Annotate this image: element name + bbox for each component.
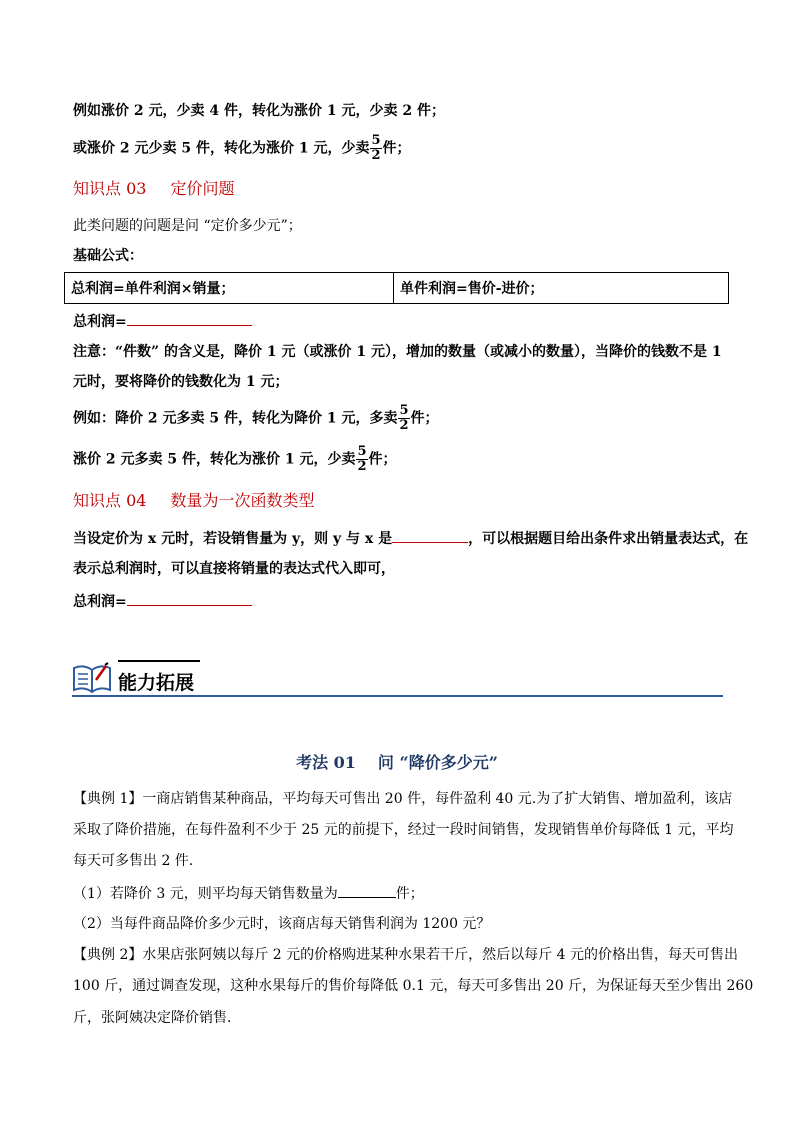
heading-number: 知识点 03 xyxy=(73,179,147,198)
fraction xyxy=(356,445,367,474)
section-title: 能力拓展 xyxy=(118,672,195,694)
fraction-numerator: 5 xyxy=(399,403,409,418)
example-1-line-2: 采取了降价措施，在每件盈利不少于 25 元的前提下，经过一段时间销售，发现销售单价每降低 1 元，平均 xyxy=(73,822,734,838)
example-2-line-2: 100 斤，通过调查发现，这种水果每斤的售价每降低 0.1 元，每天可多售出 20 斤，为保证每天至少售出 260 xyxy=(73,978,754,994)
method-name: 问 “降价多少元” xyxy=(377,753,498,772)
fill-in-blank xyxy=(392,528,468,543)
note-line-1: 注意：“件数” 的含义是，降价 1 元（或涨价 1 元），增加的数量（或减小的数量），当降价的钱数不是 1 xyxy=(73,344,722,360)
example-1-question-2: （2）当每件商品降价多少元时，该商店每天销售利润为 1200 元？ xyxy=(73,916,491,932)
example-1-line-3: 每天可多售出 2 件. xyxy=(73,853,194,869)
formula-table xyxy=(64,272,729,304)
example-2-line-3: 斤，张阿姨决定降价销售. xyxy=(73,1010,232,1026)
example-line-3 xyxy=(73,404,439,433)
example-1-line-1: 【典例 1】一商店销售某种商品，平均每天可售出 20 件，每件盈利 40 元.为了扩大销售、增加盈利，该店 xyxy=(73,791,733,807)
method-title xyxy=(0,750,794,773)
section-divider xyxy=(72,695,723,697)
example-1-question-1 xyxy=(73,883,424,904)
text: 当设定价为 x 元时，若设销售量为 y，则 y 与 x 是 xyxy=(73,531,393,547)
fraction-denominator: 2 xyxy=(357,459,367,474)
text: 例如：降价 2 元多卖 5 件，转化为降价 1 元，多卖 xyxy=(73,410,398,427)
fraction-numerator: 5 xyxy=(357,444,367,459)
fill-in-blank xyxy=(338,883,396,898)
fraction xyxy=(398,404,409,433)
fill-in-blank xyxy=(127,591,252,606)
total-profit-line xyxy=(73,311,252,332)
fraction-denominator: 2 xyxy=(371,148,381,163)
section-divider-top xyxy=(118,660,200,662)
example-line-2 xyxy=(73,134,411,163)
text: 或涨价 2 元少卖 5 件，转化为涨价 1 元，少卖 xyxy=(73,140,370,157)
note-line-2: 元时，要将降价的钱数化为 1 元； xyxy=(73,374,289,390)
heading-number: 知识点 04 xyxy=(73,491,147,510)
fraction-denominator: 2 xyxy=(399,418,409,433)
formula-label: 基础公式： xyxy=(73,248,143,264)
text: 件； xyxy=(382,140,411,157)
text: ，可以根据题目给出条件求出销量表达式，在 xyxy=(468,531,749,547)
text: 总利润= xyxy=(73,314,127,330)
knowledge-point-03-heading xyxy=(73,178,234,200)
knowledge-point-04-heading xyxy=(73,490,314,512)
fraction-numerator: 5 xyxy=(371,133,381,148)
text: 涨价 2 元多卖 5 件，转化为涨价 1 元，少卖 xyxy=(73,451,356,468)
example-2-line-1: 【典例 2】水果店张阿姨以每斤 2 元的价格购进某种水果若干斤，然后以每斤 4 元的价格出售，每天可售出 xyxy=(73,947,738,963)
book-icon xyxy=(72,660,112,694)
linear-function-line-1 xyxy=(73,528,748,549)
example-line-1: 例如涨价 2 元，少卖 4 件，转化为涨价 1 元，少卖 2 件； xyxy=(73,103,445,119)
text: 总利润= xyxy=(73,594,127,610)
method-number: 考法 01 xyxy=(296,753,356,772)
total-profit-line-2 xyxy=(73,591,252,612)
text: 件； xyxy=(368,451,397,468)
formula-cell-unit-profit: 单件利润=售价-进价； xyxy=(394,273,729,304)
text: 件； xyxy=(395,886,424,902)
text: （1）若降价 3 元，则平均每天销售数量为 xyxy=(73,886,338,902)
formula-cell-total-profit: 总利润=单件利润×销量； xyxy=(65,273,394,304)
fill-in-blank xyxy=(127,311,252,326)
fraction xyxy=(370,134,381,163)
text: 件； xyxy=(410,410,439,427)
linear-function-line-2: 表示总利润时，可以直接将销量的表达式代入即可， xyxy=(73,561,395,577)
example-line-4 xyxy=(73,445,397,474)
heading-title: 数量为一次函数类型 xyxy=(170,491,315,510)
description-line: 此类问题的问题是问 “定价多少元”； xyxy=(73,218,302,234)
heading-title: 定价问题 xyxy=(170,179,235,198)
